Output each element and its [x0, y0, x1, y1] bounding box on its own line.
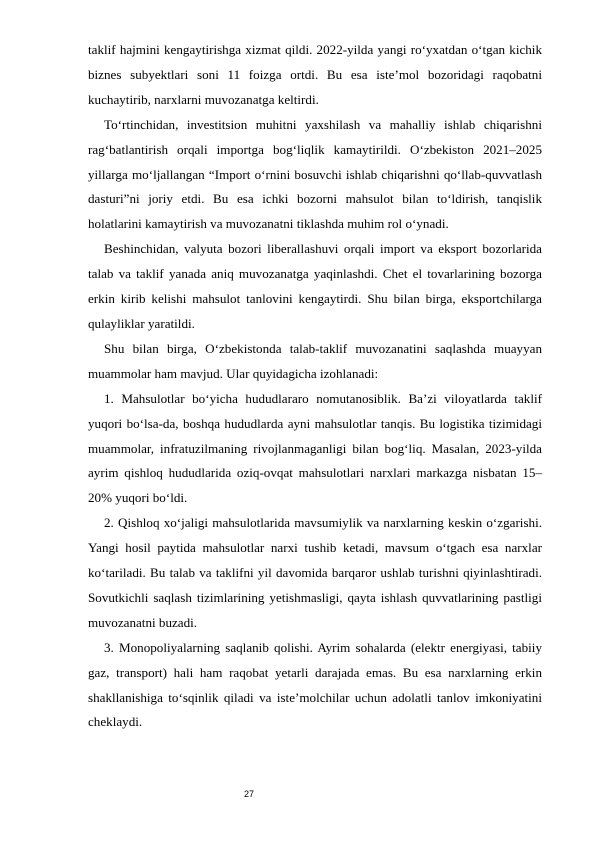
- paragraph-fourth-point: To‘rtinchidan, investitsion muhitni yaxshilash va mahalliy ishlab chiqarishni rag‘batlantirish orqali importga bog‘liqlik kamaytirildi. O‘zbekiston 2021–2025 yillarga mo‘ljallangan “Import o‘rnini bosuvchi ishlab chiqarishni qo‘llab-quvvatlash dasturi”ni joriy etdi. Bu esa ichki bozorni mahsulot bilan to‘ldirish, tanqislik holatlarini kamaytirish va muvozanatni tiklashda muhim rol o‘ynadi.: [88, 116, 542, 232]
- paragraph-problem-1: 1. Mahsulotlar bo‘yicha hududlararo nomutanosiblik. Ba’zi viloyatlarda taklif yuqori bo‘lsa-da, boshqa hududlarda ayni mahsulotlar tanqis. Bu logistika tizimidagi muammolar, infratuzilmaning rivojlanmaganligi bilan bog‘liq. Masalan, 2023-yilda ayrim qishloq hududlarida oziq-ovqat mahsulotlari narxlari markazga nisbatan 15–20% yuqori bo‘ldi.: [88, 390, 542, 506]
- paragraph-problems-intro: Shu bilan birga, O‘zbekistonda talab-taklif muvozanatini saqlashda muayyan muammolar ham mavjud. Ular quyidagicha izohlanadi:: [88, 340, 542, 381]
- page-number: 27: [244, 789, 255, 799]
- body-text: [88, 38, 542, 735]
- paragraph-problem-3: 3. Monopoliyalarning saqlanib qolishi. Ayrim sohalarda (elektr energiyasi, tabiiy gaz, transport) hali ham raqobat yetarli darajada emas. Bu esa narxlarning erkin shakllanishiga to‘sqinlik qiladi va iste’molchilar uchun adolatli tanlov imkoniyatini cheklaydi.: [88, 639, 542, 730]
- paragraph-continuation: taklif hajmini kengaytirishga xizmat qildi. 2022-yilda yangi ro‘yxatdan o‘tgan kichik biznes subyektlari soni 11 foizga ortdi. Bu esa iste’mol bozoridagi raqobatni kuchaytirib, narxlarni muvozanatga keltirdi.: [88, 42, 542, 107]
- paragraph-problem-2: 2. Qishloq xo‘jaligi mahsulotlarida mavsumiylik va narxlarning keskin o‘zgarishi. Yangi hosil paytida mahsulotlar narxi tushib ketadi, mavsum o‘tgach esa narxlar ko‘tariladi. Bu talab va taklifni yil davomida barqaror ushlab turishni qiyinlashtiradi. Sovutkichli saqlash tizimlarining yetishmasligi, qayta ishlash quvvatlarining pastligi muvozanatni buzadi.: [88, 515, 542, 630]
- paragraph-fifth-point: Beshinchidan, valyuta bozori liberallashuvi orqali import va eksport bozorlarida talab va taklif yanada aniq muvozanatga yaqinlashdi. Chet el tovarlarining bozorga erkin kirib kelishi mahsulot tanlovini kengaytirdi. Shu bilan birga, eksportchilarga qulayliklar yaratildi.: [88, 241, 542, 331]
